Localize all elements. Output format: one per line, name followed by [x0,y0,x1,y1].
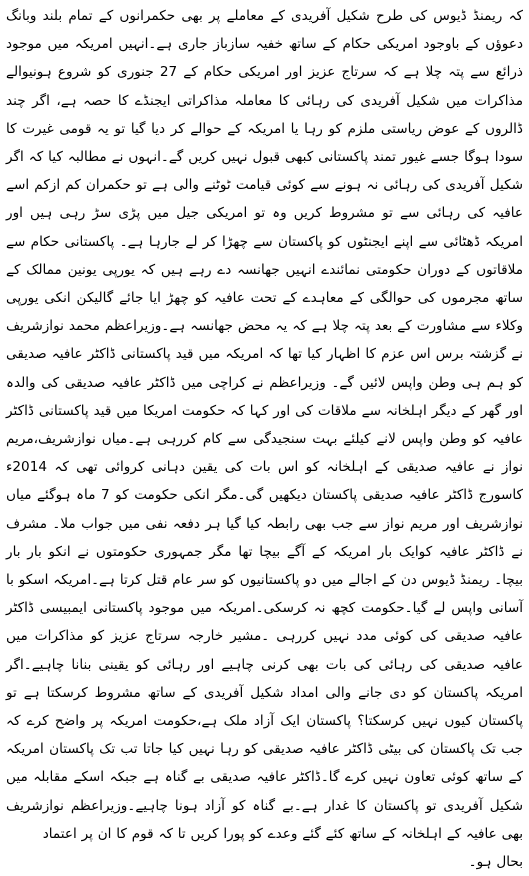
article-body-container [6,2,523,876]
article-body: کہ ریمنڈ ڈیوس کی طرح شکیل آفریدی کے معاملے پر بھی حکمرانوں کے تمام بلند وبانگ دعوؤں کے باوجود امریکی حکام کے ساتھ خفیہ سازباز جاری ہے۔انہیں امریکہ میں موجود ذرائع سے پتہ چلا ہے کہ سرتاج عزیز اور امریکی حکام کے 27 جنوری کو شروع ہونیوالے مذاکرات میں شکیل آفریدی کی رہائی کا معاملہ مذاکراتی ایجنڈے کا حصہ ہے، اگر چند ڈالروں کے عوض ریاستی ملزم کو رہا یا امریکہ کے حوالے کر دیا گیا تو یہ قومی غیرت کا سودا ہوگا جسے غیور تمند پاکستانی کبھی قبول نہیں کریں گے۔انہوں نے مطالبہ کیا کہ اگر شکیل آفریدی کی رہائی نہ ہونے سے کوئی قیامت ٹوٹنے والی ہے تو حکمران کم ازکم اسے عافیہ کی رہائی سے تو مشروط کریں وہ تو امریکی جیل میں پڑی سڑ رہی ہیں اور امریکہ ڈھٹائی سے اپنے ایجنٹوں کو پاکستان سے چھڑا کر لے جارہا ہے۔ پاکستانی حکام سے ملاقاتوں کے دوران حکومتی نمائندے انہیں جھانسہ دے رہے ہیں کہ یورپی یونین ممالک کے ساتھ مجرموں کی حوالگی کے معاہدے کے تحت عافیہ کو چھڑ ایا جائے گالیکن انکی یورپی وکلاء سے مشاورت کے بعد پتہ چلا ہے کہ یہ محض جھانسہ ہے۔وزیراعظم محمد نوازشریف نے گزشتہ برس اس عزم کا اظہار کیا تھا کہ امریکہ میں قید پاکستانی ڈاکٹر عافیہ صدیقی کو ہم ہی وطن واپس لائیں گے۔ وزیراعظم نے کراچی میں ڈاکٹر عافیہ صدیقی کی والدہ اور گھر کے دیگر اہلخانہ سے ملاقات کی اور کہا کہ حکومت امریکا میں قید پاکستانی ڈاکٹر عافیہ کو وطن واپس لانے کیلئے بہت سنجیدگی سے کام کررہی ہے۔میاں نوازشریف،مریم نواز نے عافیہ صدیقی کے اہلخانہ کو اس بات کی یقین دہانی کروائی تھی کہ 2014ء کاسورج ڈاکٹر عافیہ صدیقی پاکستان دیکھیں گی۔مگر انکی حکومت کو 7 ماہ ہوگئے میاں نوازشریف اور مریم نواز سے جب بھی رابطہ کیا گیا ہر دفعہ نفی میں جواب ملا۔ مشرف نے ڈاکٹر عافیہ کوایک بار امریکہ کے آگے بیچا تھا مگر جمہوری حکومتوں نے انکو بار بار بیچا۔ ریمنڈ ڈیوس دن کے اجالے میں دو پاکستانیوں کو سر عام قتل کرتا ہے۔امریکہ اسکو با آسانی واپس لے گیا۔حکومت کچھ نہ کرسکی۔امریکہ میں موجود پاکستانی ایمبیسی ڈاکٹر عافیہ صدیقی کی کوئی مدد نہیں کررہی ۔مشیر خارجہ سرتاج عزیز کو مذاکرات میں عافیہ صدیقی کی رہائی کی بات بھی کرنی چاہیے اور رہائی کو یقینی بنانا چاہیے۔اگر امریکہ پاکستان کو دی جانے والی امداد شکیل آفریدی کے ساتھ مشروط کرسکتا ہے تو پاکستان کیوں نہیں کرسکتا؟ پاکستان ایک آزاد ملک ہے،حکومت امریکہ پر واضح کرے کہ جب تک پاکستان کی بیٹی ڈاکٹر عافیہ صدیقی کو رہا نہیں کیا جاتا تب تک پاکستان امریکہ کے ساتھ کوئی تعاون نہیں کرے گا۔ڈاکٹر عافیہ صدیقی بے گناہ ہے جبکہ اسکے مقابلہ میں شکیل آفریدی تو پاکستان کا غدار ہے۔بے گناہ کو آزاد ہونا چاہیے۔وزیراعظم نوازشریف بھی عافیہ کے اہلخانہ کے ساتھ کئے گئے وعدے کو پورا کریں تا کہ قوم کا ان پر اعتماد [6,8,523,842]
article-closing-line: بحال ہو۔ [468,854,523,871]
